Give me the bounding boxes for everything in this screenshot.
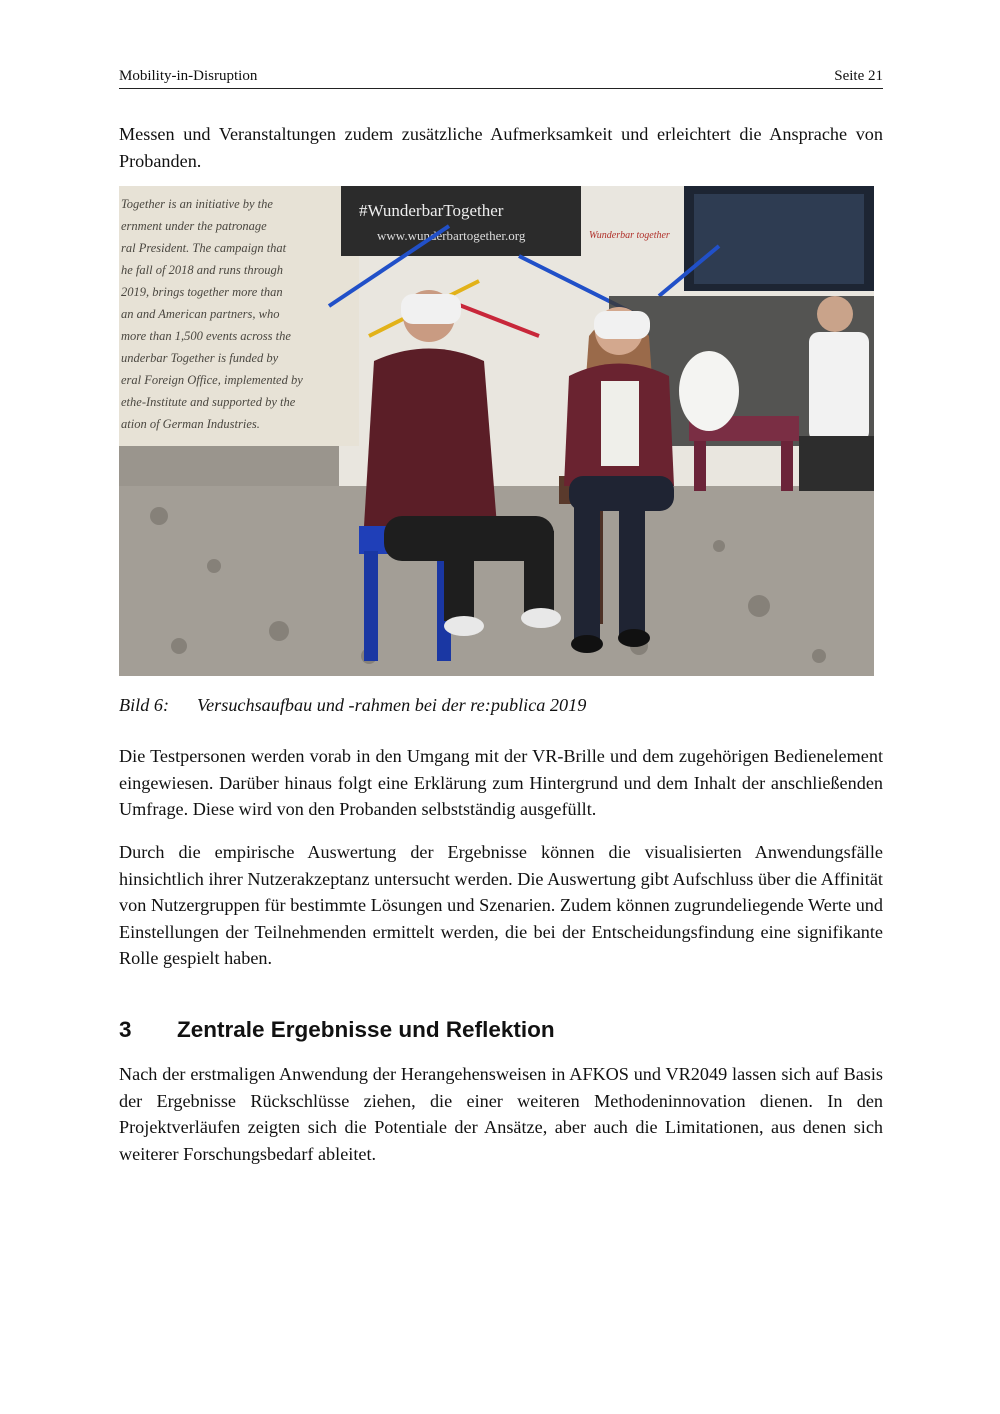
vr-headset-2: [594, 311, 650, 339]
paragraph-ergebnisse: Nach der erstmaligen Anwendung der Herangehensweisen in AFKOS und VR2049 lassen sich auf Basis der Ergebnisse Rückschlüsse ziehen, die einer weiteren Methodeninnovation dienen. In den Projektverläufen zeigten sich die Potentiale der Ansätze, aber auch die Limitationen, aus denen sich weiterer Forschungsbedarf ableitet.: [119, 1064, 883, 1164]
page-header: [119, 66, 883, 89]
section-title: Zentrale Ergebnisse und Reflektion: [177, 1017, 555, 1042]
board-line: Together is an initiative by the: [121, 197, 273, 211]
board-line: ation of German Industries.: [121, 417, 260, 431]
board-line: ernment under the patronage: [121, 219, 267, 233]
figure-caption: [119, 695, 586, 716]
section-number: 3: [119, 1017, 132, 1042]
board-line: an and American partners, who: [121, 307, 280, 321]
chalkboard: [341, 186, 581, 256]
paragraph-testpersonen: Die Testpersonen werden vorab in den Umgang mit der VR-Brille und dem zugehörigen Bedienelement eingewiesen. Darüber hinaus folgt eine Erklärung zum Hintergrund und dem Inhalt der anschließenden Umfrage. Diese wird von den Probanden selbstständig ausgefüllt.: [119, 746, 883, 819]
paragraph-intro: Messen und Veranstaltungen zudem zusätzliche Aufmerksamkeit und erleichtert die Ansprache von Probanden.: [119, 124, 883, 171]
board-line: eral Foreign Office, implemented by: [121, 373, 303, 387]
chalk-url: www.wunderbartogether.org: [377, 228, 526, 243]
board-line: ral President. The campaign that: [121, 241, 287, 255]
paragraph-auswertung: Durch die empirische Auswertung der Ergebnisse können die visualisierten Anwendungsfälle hinsichtlich ihrer Nutzerakzeptanz untersucht werden. Die Auswertung gibt Aufschluss über die Affinität von Nutzergruppen für bestimmte Lösungen und Szenarien. Zudem können zugrundeliegende Werte und Einstellungen der Teilnehmenden ermittelt werden, die bei der Entscheidungsfindung eine signifikante Rolle gespielt haben.: [119, 842, 883, 968]
page-number: Seite 21: [834, 68, 883, 84]
person-shirt: [809, 332, 869, 442]
vr-headset: [401, 294, 461, 324]
figure-photo: [119, 186, 874, 676]
board-line: underbar Together is funded by: [121, 351, 279, 365]
board-line: ethe-Institute and supported by the: [121, 395, 296, 409]
board-line: he fall of 2018 and runs through: [121, 263, 284, 277]
logo-text: Wunderbar together: [589, 230, 670, 241]
section-heading: [119, 1017, 555, 1043]
man-shirt: [364, 349, 497, 527]
chalk-hashtag: #WunderbarTogether: [359, 201, 504, 220]
caption-text: Versuchsaufbau und -rahmen bei der re:publica 2019: [197, 695, 587, 715]
running-title: Mobility-in-Disruption: [119, 68, 258, 84]
caption-label: Bild 6:: [119, 695, 170, 715]
board-line: more than 1,500 events across the: [121, 329, 291, 343]
board-line: 2019, brings together more than: [121, 285, 283, 299]
